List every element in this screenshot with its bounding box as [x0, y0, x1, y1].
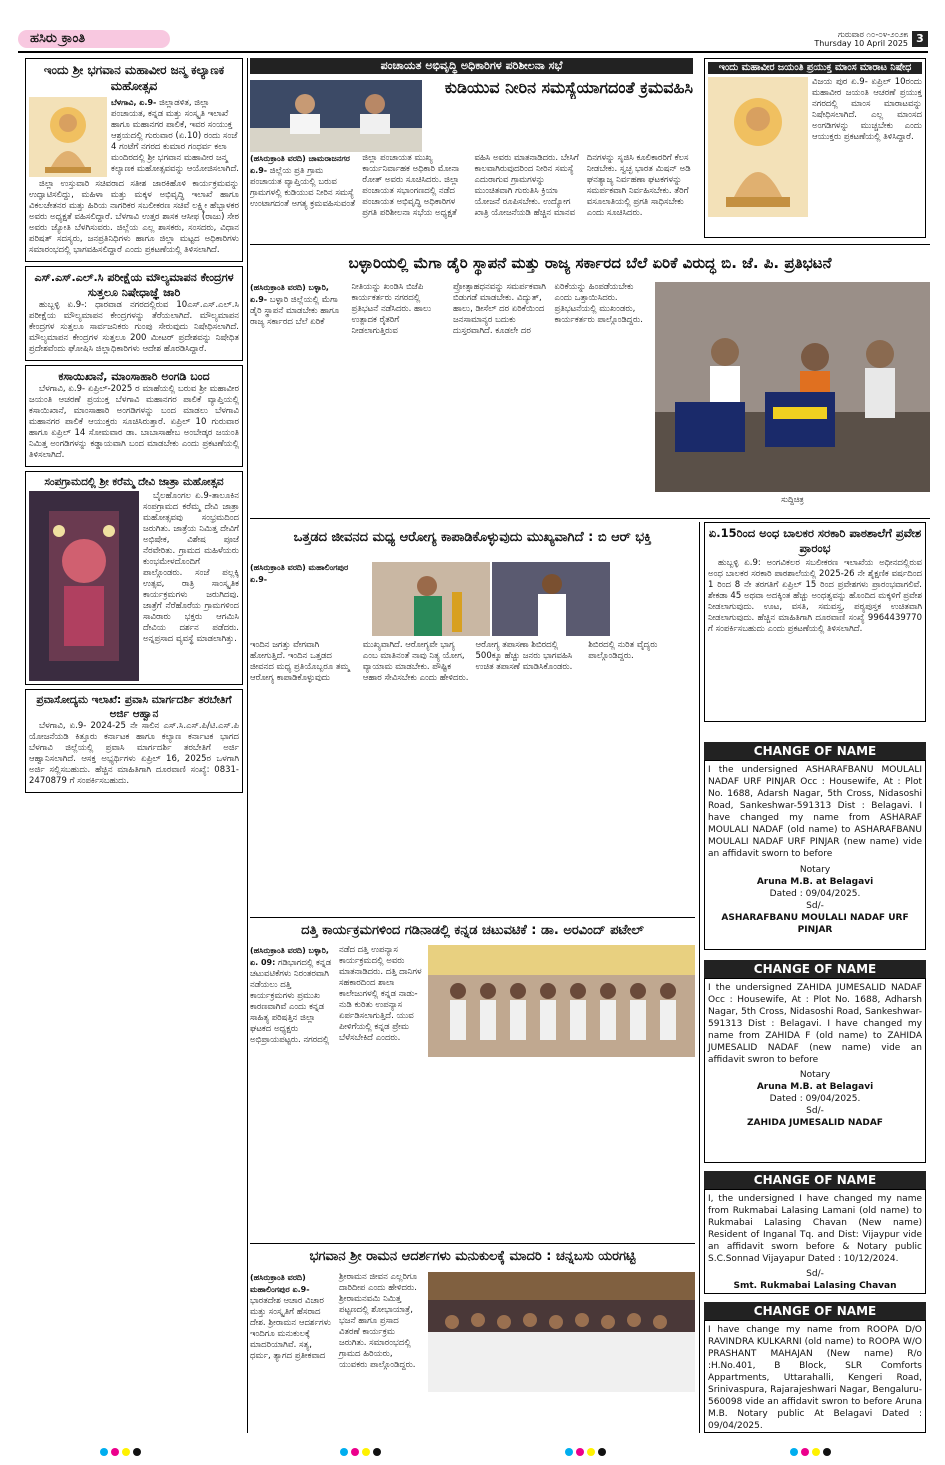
blind-school-body: ಹುಬ್ಬಳ್ಳಿ ಏ.9: ಅಂಗವಿಕಲರ ಸಬಲೀಕರಣ ಇಲಾಖೆಯ ಅಧೀನದಲ್ಲಿರುವ ಅಂಧ ಬಾಲಕರ ಸರಕಾರಿ ಪಾಠಶಾಲೆಯಲ್ಲಿ 2025-26 ನೇ ಶೈಕ್ಷಣಿಕ ವರ್ಷದಿಂದ 1 ರಿಂದ 8 ನೇ ತರಗತಿಗೆ ಏಪ್ರಿಲ್ 15 ರಿಂದ ಪ್ರವೇಶಗಳು ಪ್ರಾರಂಭವಾಗಲಿವೆ. ಶೇಕಡಾ 45 ಅಥವಾ ಅದಕ್ಕಿಂತ ಹೆಚ್ಚು ಅಂಧತ್ವವನ್ನು ಹೊಂದಿದ ಮಕ್ಕಳಿಗೆ ಪ್ರವೇಶ ನೀಡಲಾಗುವುದು. ಊಟ, ವಸತಿ, ಸಮವಸ್ತ್ರ, ಪಠ್ಯಪುಸ್ತಕ ಉಚಿತವಾಗಿ ನೀಡಲಾಗುವುದು. ಹೆಚ್ಚಿನ ಮಾಹಿತಿಗಾಗಿ ದೂರವಾಣಿ ಸಂಖ್ಯೆ 9964439770 ಗೆ ಸಂಪರ್ಕಿಸಬಹುದು ಎಂದು ಪ್ರಕಟಣೆಯಲ್ಲಿ ತಿಳಿಸಲಾಗಿದೆ. — [708, 558, 922, 634]
black-dot — [133, 1448, 141, 1456]
mahaveer-body-2: ಜಿಲ್ಲಾ ಉಸ್ತುವಾರಿ ಸಚಿವರಾದ ಸತೀಶ ಜಾರಕಿಹೊಳಿ ಕಾರ್ಯಕ್ರಮವನ್ನು ಉದ್ಘಾಟಿಸಲಿದ್ದು, ಮಹಿಳಾ ಮತ್ತು ಮಕ್ಕಳ ಅಭಿವೃದ್ಧಿ ಇಲಾಖೆ ಹಾಗೂ ವಿಕಲಚೇತನರ ಮತ್ತು ಹಿರಿಯ ನಾಗರಿಕರ ಸಬಲೀಕರಣ ಸಚಿವೆ ಲಕ್ಷ್ಮೀ ಹೆಬ್ಬಾಳಕರ ಅವರು ಅಧ್ಯಕ್ಷತೆ ವಹಿಸಲಿದ್ದಾರೆ. ಬೆಳಗಾವಿ ಉತ್ತರ ಶಾಸಕ ಆಸೀಫ (ರಾಜು) ಸೇಠ ಅವರು ಜ್ಯೋತಿ ಬೆಳಗಿಸುವರು. ಜಿಲ್ಲೆಯ ಎಲ್ಲ ಶಾಸಕರು, ಸಂಸದರು, ವಿಧಾನ ಪರಿಷತ್ ಸದಸ್ಯರು, ಜನಪ್ರತಿನಿಧಿಗಳು ಹಾಗೂ ಜಿಲ್ಲಾ ಮಟ್ಟದ ಅಧಿಕಾರಿಗಳು ಸಮಾರಂಭದಲ್ಲಿ ಭಾಗವಹಿಸಲಿದ್ದಾರೆ ಎಂದು ಪ್ರಕಟಣೆಯಲ್ಲಿ ತಿಳಿಸಲಾಗಿದೆ. — [29, 179, 239, 255]
shriram-article — [250, 1272, 422, 1432]
mahaveer-body: ಜಿಲ್ಲಾಡಳಿತ, ಜಿಲ್ಲಾ ಪಂಚಾಯತ, ಕನ್ನಡ ಮತ್ತು ಸಂಸ್ಕೃತಿ ಇಲಾಖೆ ಹಾಗೂ ಮಹಾನಗರ ಪಾಲಿಕೆ, ಇವರ ಸಂಯುಕ್ತ ಆಶ್ರಯದಲ್ಲಿ ಗುರುವಾರ (ಏ.10) ರಂದು ಸಂಜೆ 4 ಗಂಟೆಗೆ ನಗರದ ಕುಮಾರ ಗಂಧರ್ವ ಕಲಾ ಮಂದಿರದಲ್ಲಿ ಶ್ರೀ ಭಗವಾನ ಮಹಾವೀರ ಜನ್ಮ ಕಲ್ಯಾಣಕ ಮಹೋತ್ಸವವನ್ನು ಆಯೋಜಿಸಲಾಗಿದೆ. — [111, 98, 239, 174]
tourism-article — [25, 689, 243, 793]
column-rule — [247, 58, 248, 1433]
jatra-article — [25, 471, 243, 685]
sslc-body: ಹುಬ್ಬಳ್ಳಿ ಏ.9-: ಧಾರವಾಡ ನಗರದಲ್ಲಿರುವ 10ಎಸ್.ಎಸ್.ಎಲ್.ಸಿ ಪರೀಕ್ಷೆಯ ಮೌಲ್ಯಮಾಪನ ಕೇಂದ್ರಗಳನ್ನು ತೆರೆಯಲಾಗಿದೆ. ಮೌಲ್ಯಮಾಪನ ಕೇಂದ್ರಗಳ ಸುತ್ತಲೂ ಸಾರ್ವಜನಿಕರು ಗುಂಪು ಸೇರುವುದು ನಿಷೇಧಿಸಲಾಗಿದೆ. ಮೌಲ್ಯಮಾಪನ ಕೇಂದ್ರಗಳ ಸುತ್ತಲೂ 200 ಮೀಟರ್ ಪ್ರದೇಶವನ್ನು ನಿಷೇಧಿತ ಪ್ರದೇಶವೆಂದು ಘೋಷಿಸಿ ಜಿಲ್ಲಾಧಿಕಾರಿಗಳು ಆದೇಶ ಹೊರಡಿಸಿದ್ದಾರೆ. — [29, 300, 239, 354]
column-rule — [699, 522, 700, 1433]
left-column — [25, 58, 243, 1433]
dairy-protest-body: ಬಳ್ಳಾರಿ ಜಿಲ್ಲೆಯಲ್ಲಿ ಮೆಗಾ ಡೈರಿ ಸ್ಥಾಪನೆ ಮಾಡಬೇಕು ಹಾಗೂ ರಾಜ್ಯ ಸರ್ಕಾರದ ಬೆಲೆ ಏರಿಕೆ ನೀತಿಯನ್ನು ಖಂಡಿಸಿ ಬಿಜೆಪಿ ಕಾರ್ಯಕರ್ತರು ನಗರದಲ್ಲಿ ಪ್ರತಿಭಟನೆ ನಡೆಸಿದರು. ಹಾಲು ಉತ್ಪಾದಕ ರೈತರಿಗೆ ನೀಡಲಾಗುತ್ತಿರುವ ಪ್ರೋತ್ಸಾಹಧನವನ್ನು ಸಮರ್ಪಕವಾಗಿ ಬಿಡುಗಡೆ ಮಾಡಬೇಕು. ವಿದ್ಯುತ್, ಹಾಲು, ಡೀಸೆಲ್ ದರ ಏರಿಕೆಯಿಂದ ಜನಸಾಮಾನ್ಯರ ಬದುಕು ದುಸ್ತರವಾಗಿದೆ. ಕೂಡಲೇ ದರ ಏರಿಕೆಯನ್ನು ಹಿಂಪಡೆಯಬೇಕು ಎಂದು ಒತ್ತಾಯಿಸಿದರು. ಪ್ರತಿಭಟನೆಯಲ್ಲಿ ಮುಖಂಡರು, ಕಾರ್ಯಕರ್ತರು ಪಾಲ್ಗೊಂಡಿದ್ದರು. — [250, 282, 643, 336]
tourism-article-title: ಪ್ರವಾಸೋದ್ಯಮ ಇಲಾಖೆ: ಪ್ರವಾಸಿ ಮಾರ್ಗದರ್ಶಿ ತರಬೇತಿಗೆ ಅರ್ಜಿ ಆಹ್ವಾನ — [36, 694, 232, 720]
notice-3-sd: Sd/- — [806, 1269, 824, 1279]
cyan-dot — [100, 1448, 108, 1456]
notice-1-notary-name: Aruna M.B. at Belagavi — [756, 877, 874, 887]
section-divider — [250, 1243, 695, 1244]
black-dot — [373, 1448, 381, 1456]
yellow-dot — [122, 1448, 130, 1456]
issue-date-english: Thursday 10 April 2025 — [814, 39, 908, 48]
yellow-dot — [812, 1448, 820, 1456]
page-number: 3 — [912, 31, 928, 47]
section-divider — [250, 244, 930, 245]
registration-marks — [340, 1448, 381, 1456]
black-dot — [598, 1448, 606, 1456]
shriram-body: ಭಾರತದೇಶ ಆಚಾರ ವಿಚಾರ ಮತ್ತು ಸಂಸ್ಕೃತಿಗೆ ಹೆಸರಾದ ದೇಶ. ಶ್ರೀರಾಮನ ಆದರ್ಶಗಳು ಇಂದಿಗೂ ಮನುಕುಲಕ್ಕೆ ಮಾದರಿಯಾಗಿವೆ. ಸತ್ಯ, ಧರ್ಮ, ತ್ಯಾಗದ ಪ್ರತೀಕವಾದ ಶ್ರೀರಾಮನ ಜೀವನ ಎಲ್ಲರಿಗೂ ದಾರಿದೀಪ ಎಂದು ಹೇಳಿದರು. ಶ್ರೀರಾಮನವಮಿ ನಿಮಿತ್ತ ಪಟ್ಟಣದಲ್ಲಿ ಶೋಭಾಯಾತ್ರೆ, ಭಜನೆ ಹಾಗೂ ಪ್ರಸಾದ ವಿತರಣೆ ಕಾರ್ಯಕ್ರಮ ಜರುಗಿತು. ಸಮಾರಂಭದಲ್ಲಿ ಗ್ರಾಮದ ಹಿರಿಯರು, ಯುವಕರು ಪಾಲ್ಗೊಂಡಿದ್ದರು. — [250, 1272, 418, 1370]
panchayat-banner: ಪಂಚಾಯತ ಅಭಿವೃದ್ಧಿ ಅಧಿಕಾರಿಗಳ ಪರಿಶೀಲನಾ ಸಭೆ — [250, 58, 693, 74]
black-dot — [823, 1448, 831, 1456]
section-divider — [250, 518, 930, 519]
registration-marks — [565, 1448, 606, 1456]
issue-date — [814, 30, 908, 48]
drinking-water-dateline: (ಹಸಿರುಕ್ರಾಂತಿ ವರದಿ) ಚಾಮರಾಜನಗರ ಏ.9- — [250, 154, 350, 175]
shriram-dateline: (ಹಸಿರುಕ್ರಾಂತಿ ವರದಿ) ಮಹಾಲಿಂಗಪುರ ಏ.9- — [250, 1273, 310, 1294]
dairy-protest-article — [250, 282, 650, 512]
notice-1-heading: CHANGE OF NAME — [704, 742, 926, 760]
protest-photo — [655, 282, 930, 492]
jatra-body: ಬೈಲಹೊಂಗಲ ಏ.9-ತಾಲೂಕಿನ ಸಂಪಗ್ರಾಮದ ಕರೆಮ್ಮ ದೇವಿ ಜಾತ್ರಾ ಮಹೋತ್ಸವವು ಸಂಭ್ರಮದಿಂದ ಜರುಗಿತು. ಜಾತ್ರೆಯ ನಿಮಿತ್ತ ದೇವಿಗೆ ಅಭಿಷೇಕ, ವಿಶೇಷ ಪೂಜೆ ನೆರವೇರಿತು. ಗ್ರಾಮದ ಮಹಿಳೆಯರು ಕುಂಭಮೇಳದೊಂದಿಗೆ ಪಾಲ್ಗೊಂಡರು. ಸಂಜೆ ಪಲ್ಲಕ್ಕಿ ಉತ್ಸವ, ರಾತ್ರಿ ಸಾಂಸ್ಕೃತಿಕ ಕಾರ್ಯಕ್ರಮಗಳು ಜರುಗಿದವು. ಜಾತ್ರೆಗೆ ನೆರೆಹೊರೆಯ ಗ್ರಾಮಗಳಿಂದ ಸಾವಿರಾರು ಭಕ್ತರು ಆಗಮಿಸಿ ದೇವಿಯ ದರ್ಶನ ಪಡೆದರು. ಅನ್ನಪ್ರಸಾದ ವ್ಯವಸ್ಥೆ ಮಾಡಲಾಗಿತ್ತು. — [143, 491, 239, 644]
magenta-dot — [576, 1448, 584, 1456]
notice-3-heading: CHANGE OF NAME — [704, 1171, 926, 1189]
magenta-dot — [801, 1448, 809, 1456]
notice-1-sd: Sd/- — [806, 901, 824, 911]
meat-ban-body: ವಿಜಯ ಪುರ ಏ.9- ಏಪ್ರಿಲ್ 10ರಂದು ಮಹಾವೀರ ಜಯಂತಿ ಆಚರಣೆ ಪ್ರಯುಕ್ತ ನಗರದಲ್ಲಿ ಮಾಂಸ ಮಾರಾಟವನ್ನು ನಿಷೇಧಿಸಲಾಗಿದೆ. ಎಲ್ಲ ಮಾಂಸದ ಅಂಗಡಿಗಳನ್ನು ಮುಚ್ಚಬೇಕು ಎಂದು ಆಯುಕ್ತರು ಪ್ರಕಟಣೆಯಲ್ಲಿ ತಿಳಿಸಿದ್ದಾರೆ. — [812, 77, 922, 142]
notice-4-body — [704, 1320, 926, 1433]
magenta-dot — [111, 1448, 119, 1456]
yellow-dot — [587, 1448, 595, 1456]
shriram-more — [428, 1395, 695, 1433]
registration-marks — [100, 1448, 141, 1456]
health-photo-2 — [492, 562, 610, 636]
health-article — [250, 640, 695, 915]
issue-date-kannada: ಗುರುವಾರ ೧೦-೦೪-೨೦೨೫ — [838, 30, 908, 39]
notice-2-text: I the undersigned ZAHIDA JUMESALID NADAF Occ : Housewife, At : Plot No. 1688, Adharsh Nagar, 5th Cross, Nidasoshi Road, Sankeshwar-591313 Dist : Belagavi. I have changed my name from ZAHIDA F (old name) to ZAHIDA JUMESALID NADAF (new name) vide an affidavit swron to before — [708, 983, 922, 1065]
notice-4-heading: CHANGE OF NAME — [704, 1302, 926, 1320]
mahaveer-article — [25, 58, 243, 262]
sslc-article — [25, 266, 243, 361]
kannada-activity-body: ಗಡಿಭಾಗದಲ್ಲಿ ಕನ್ನಡ ಚಟುವಟಿಕೆಗಳು ನಿರಂತರವಾಗಿ ನಡೆಯಲು ದತ್ತಿ ಕಾರ್ಯಕ್ರಮಗಳು ಪ್ರಮುಖ ಕಾರಣವಾಗಿವೆ ಎಂದು ಕನ್ನಡ ಸಾಹಿತ್ಯ ಪರಿಷತ್ತಿನ ಜಿಲ್ಲಾ ಘಟಕದ ಅಧ್ಯಕ್ಷರು ಅಭಿಪ್ರಾಯಪಟ್ಟರು. ನಗರದಲ್ಲಿ ನಡೆದ ದತ್ತಿ ಉಪನ್ಯಾಸ ಕಾರ್ಯಕ್ರಮದಲ್ಲಿ ಅವರು ಮಾತನಾಡಿದರು. ದತ್ತಿ ದಾನಿಗಳ ಸಹಕಾರದಿಂದ ಶಾಲಾ ಕಾಲೇಜುಗಳಲ್ಲಿ ಕನ್ನಡ ನಾಡು-ನುಡಿ ಕುರಿತು ಉಪನ್ಯಾಸ ಏರ್ಪಡಿಸಲಾಗುತ್ತಿದೆ. ಯುವ ಪೀಳಿಗೆಯಲ್ಲಿ ಕನ್ನಡ ಪ್ರೇಮ ಬೆಳೆಸಬೇಕಿದೆ ಎಂದರು. — [250, 945, 422, 1045]
registration-marks — [790, 1448, 831, 1456]
health-title: ಒತ್ತಡದ ಜೀವನದ ಮಧ್ಯ ಆರೋಗ್ಯ ಕಾಪಾಡಿಕೊಳ್ಳುವುದು ಮುಖ್ಯವಾಗಿದೆ : ಬಿ ಆರ್ ಭಕ್ತಿ — [293, 530, 652, 545]
kannada-activity-photo — [428, 945, 695, 1057]
drinking-water-article — [250, 153, 693, 241]
meeting-photo — [250, 80, 422, 152]
notice-2-date: Dated : 09/04/2025. — [769, 1094, 861, 1104]
notice-1-signatory: ASHARAFBANU MOULALI NADAF URF PINJAR — [721, 913, 909, 935]
notice-2-heading: CHANGE OF NAME — [704, 960, 926, 978]
notice-2-sd: Sd/- — [806, 1106, 824, 1116]
notice-2-notary: Notary — [799, 1070, 831, 1080]
sslc-article-title: ಎಸ್.ಎಸ್.ಎಲ್.ಸಿ ಪರೀಕ್ಷೆಯ ಮೌಲ್ಯಮಾಪನ ಕೇಂದ್ರಗಳ ಸುತ್ತಲೂ ನಿಷೇಧಾಜ್ಞೆ ಜಾರಿ — [34, 271, 234, 299]
notice-1-body — [704, 760, 926, 950]
yellow-dot — [362, 1448, 370, 1456]
jatra-article-title: ಸಂಪಗ್ರಾಮದಲ್ಲಿ ಶ್ರೀ ಕರೆಮ್ಮ ದೇವಿ ಜಾತ್ರಾ ಮಹೋತ್ಸವ — [44, 476, 224, 488]
kannada-activity-more — [250, 1060, 695, 1240]
notice-2-notary-name: Aruna M.B. at Belagavi — [756, 1082, 874, 1092]
drinking-water-title: ಕುಡಿಯುವ ನೀರಿನ ಸಮಸ್ಯೆಯಾಗದಂತೆ ಕ್ರಮವಹಿಸಿ — [444, 78, 693, 97]
magenta-dot — [351, 1448, 359, 1456]
mahaveer-photo — [29, 97, 107, 177]
masthead-rule — [18, 51, 928, 53]
newspaper-brand: ಹಸಿರು ಕ್ರಾಂತಿ — [18, 30, 170, 48]
section-divider — [250, 917, 695, 918]
cyan-dot — [790, 1448, 798, 1456]
shriram-photo — [428, 1272, 695, 1392]
meat-ban-title: ಇಂದು ಮಹಾವೀರ ಜಯಂತಿ ಪ್ರಯುಕ್ತ ಮಾಂಸ ಮಾರಾಟ ನಿಷೇಧ — [708, 62, 922, 74]
notice-3-body — [704, 1189, 926, 1294]
slaughterhouse-article — [25, 365, 243, 467]
dairy-protest-dateline: (ಹಸಿರುಕ್ರಾಂತಿ ವರದಿ) ಬಳ್ಳಾರಿ, ಏ.9- — [250, 283, 329, 304]
deity-photo — [29, 491, 139, 681]
shriram-title: ಭಗವಾನ ಶ್ರೀ ರಾಮನ ಆದರ್ಶಗಳು ಮನುಕುಲಕ್ಕೆ ಮಾದರಿ : ಚನ್ನಬಸು ಯರಗಟ್ಟಿ — [309, 1249, 636, 1264]
tourism-body: ಬೆಳಗಾವಿ, ಏ.9- 2024-25 ನೇ ಸಾಲಿನ ಎಸ್.ಸಿ.ಎಸ್.ಪಿ/ಟಿ.ಎಸ್.ಪಿ ಯೋಜನೆಯಡಿ ಕಿತ್ತೂರು ಕರ್ನಾಟಕ ಹಾಗೂ ಕಲ್ಯಾಣ ಕರ್ನಾಟಕ ಭಾಗದ ಬೆಳಗಾವಿ ಜಿಲ್ಲೆಯಲ್ಲಿ ಪ್ರವಾಸಿ ಮಾರ್ಗದರ್ಶಿ ತರಬೇತಿಗೆ ಅರ್ಜಿ ಆಹ್ವಾನಿಸಲಾಗಿದೆ. ಆಸಕ್ತ ಅಭ್ಯರ್ಥಿಗಳು ಏಪ್ರಿಲ್ 16, 2025ರ ಒಳಗಾಗಿ ಅರ್ಜಿ ಸಲ್ಲಿಸಬಹುದು. ಹೆಚ್ಚಿನ ಮಾಹಿತಿಗಾಗಿ ದೂರವಾಣಿ ಸಂಖ್ಯೆ: 0831-2470879 ಗೆ ಸಂಪರ್ಕಿಸಬಹುದು. — [29, 721, 239, 786]
drinking-water-body: ಜಿಲ್ಲೆಯ ಪ್ರತಿ ಗ್ರಾಮ ಪಂಚಾಯತ ವ್ಯಾಪ್ತಿಯಲ್ಲಿ ಬರುವ ಗ್ರಾಮಗಳಲ್ಲಿ ಕುಡಿಯುವ ನೀರಿನ ಸಮಸ್ಯೆ ಉಂಟಾಗದಂತೆ ಅಗತ್ಯ ಕ್ರಮವಹಿಸುವಂತೆ ಜಿಲ್ಲಾ ಪಂಚಾಯತ ಮುಖ್ಯ ಕಾರ್ಯನಿರ್ವಾಹಕ ಅಧಿಕಾರಿ ಮೋನಾ ರೋತ್ ಅವರು ಸೂಚಿಸಿದರು. ಜಿಲ್ಲಾ ಪಂಚಾಯತ ಸಭಾಂಗಣದಲ್ಲಿ ನಡೆದ ಪಂಚಾಯತ ಅಭಿವೃದ್ಧಿ ಅಧಿಕಾರಿಗಳ ಪ್ರಗತಿ ಪರಿಶೀಲನಾ ಸಭೆಯ ಅಧ್ಯಕ್ಷತೆ ವಹಿಸಿ ಅವರು ಮಾತನಾಡಿದರು. ಬೇಸಿಗೆ ಕಾಲವಾಗಿರುವುದರಿಂದ ನೀರಿನ ಸಮಸ್ಯೆ ಎದುರಾಗುವ ಗ್ರಾಮಗಳನ್ನು ಮುಂಚಿತವಾಗಿ ಗುರುತಿಸಿ ಕ್ರಿಯಾ ಯೋಜನೆ ರೂಪಿಸಬೇಕು. ಉದ್ಯೋಗ ಖಾತ್ರಿ ಯೋಜನೆಯಡಿ ಹೆಚ್ಚಿನ ಮಾನವ ದಿನಗಳನ್ನು ಸೃಜಿಸಿ ಕೂಲಿಕಾರರಿಗೆ ಕೆಲಸ ನೀಡಬೇಕು. ಸ್ವಚ್ಛ ಭಾರತ ಮಿಷನ್ ಅಡಿ ಘನತ್ಯಾಜ್ಯ ನಿರ್ವಹಣಾ ಘಟಕಗಳನ್ನು ಸಮರ್ಪಕವಾಗಿ ನಿರ್ವಹಿಸಬೇಕು. ತೆರಿಗೆ ವಸೂಲಾತಿಯಲ್ಲಿ ಪ್ರಗತಿ ಸಾಧಿಸಬೇಕು ಎಂದು ಸೂಚಿಸಿದರು. — [250, 153, 691, 218]
cyan-dot — [565, 1448, 573, 1456]
notice-1-notary: Notary — [799, 865, 831, 875]
mahaveer-dateline: ಬೆಳಗಾವಿ, ಏ.9- — [111, 98, 157, 107]
notice-2-signatory: ZAHIDA JUMESALID NADAF — [747, 1118, 883, 1128]
health-photo-1 — [372, 562, 490, 636]
health-body: ಇಂದಿನ ಜಗತ್ತು ವೇಗವಾಗಿ ಹೋಗುತ್ತಿದೆ. ಇಂದಿನ ಒತ್ತಡದ ಜೀವನದ ಮಧ್ಯ ಪ್ರತಿಯೊಬ್ಬರೂ ತಮ್ಮ ಆರೋಗ್ಯ ಕಾಪಾಡಿಕೊಳ್ಳುವುದು ಮುಖ್ಯವಾಗಿದೆ. ಆರೋಗ್ಯವೇ ಭಾಗ್ಯ ಎಂಬ ಮಾತಿನಂತೆ ನಾವು ನಿತ್ಯ ಯೋಗ, ವ್ಯಾಯಾಮ ಮಾಡಬೇಕು. ಪೌಷ್ಟಿಕ ಆಹಾರ ಸೇವಿಸಬೇಕು ಎಂದು ಹೇಳಿದರು. ಆರೋಗ್ಯ ತಪಾಸಣಾ ಶಿಬಿರದಲ್ಲಿ 500ಕ್ಕೂ ಹೆಚ್ಚು ಜನರು ಭಾಗವಹಿಸಿ ಉಚಿತ ತಪಾಸಣೆ ಮಾಡಿಸಿಕೊಂಡರು. ಶಿಬಿರದಲ್ಲಿ ನುರಿತ ವೈದ್ಯರು ಪಾಲ್ಗೊಂಡಿದ್ದರು. — [250, 640, 658, 683]
mahaveer-photo-right — [708, 77, 808, 217]
kannada-activity-article — [250, 945, 422, 1055]
notice-1-text: I the undersigned ASHARAFBANU MOULALI NADAF URF PINJAR Occ : Housewife, At : Plot No. 1688, Adarsh Nagar, 5th Cross, Nidasoshi Road, Sankeshwar-591313 Dist : Belagavi. I have changed my name from ASHARAF MOULALI NADAF (old name) to ASHARAFBANU MOULALI NADAF URF PINJAR (new name) vide an affidavit sworn to before — [708, 765, 922, 859]
protest-caption: ಸುದ್ದಿಚಿತ್ರ — [781, 495, 804, 504]
health-dateline: (ಹಸಿರುಕ್ರಾಂತಿ ವರದಿ) ಮಹಾಲಿಂಗಪುರ ಏ.9- — [250, 563, 349, 584]
notice-4-text: I have change my name from ROOPA D/O RAVINDRA KULKARNI (old name) to ROOPA W/O PRASHANT MAHAJAN (New name) R/o :H.No.401, B Block, SLR Comforts Appartments, Uttarahalli, Kengeri Road, Srinivaspura, Rajarajeshwari Nagar, Bengaluru-560098 vide an affidavit swron to before Aruna M.B. Notary public At Belagavi Dated : 09/04/2025. — [708, 1325, 922, 1431]
slaughterhouse-article-title: ಕಸಾಯಿಖಾನೆ, ಮಾಂಸಾಹಾರಿ ಅಂಗಡಿ ಬಂದ — [58, 370, 210, 383]
notice-2-body — [704, 978, 926, 1163]
kannada-activity-title: ದತ್ತಿ ಕಾರ್ಯಕ್ರಮಗಳಿಂದ ಗಡಿನಾಡಲ್ಲಿ ಕನ್ನಡ ಚಟುವಟಿಕೆ : ಡಾ. ಅರವಿಂದ್ ಪಟೇಲ್ — [301, 923, 644, 938]
cyan-dot — [340, 1448, 348, 1456]
mahaveer-article-title: ಇಂದು ಶ್ರೀ ಭಗವಾನ ಮಹಾವೀರ ಜನ್ಮ ಕಲ್ಯಾಣಕ ಮಹೋತ್ಸವ — [43, 63, 225, 93]
notice-3-signatory: Smt. Rukmabai Lalasing Chavan — [733, 1281, 897, 1291]
notice-1-date: Dated : 09/04/2025. — [769, 889, 861, 899]
notice-3-text: I, the undersigned I have changed my name from Rukmabai Lalasing Lamani (old name) to Rukmabai Lalasing Chavan (New name) Resident of Inganal Tq. and Dist: Vijaypur vide an affidavit sworn before & Notary public S.C.Sonnad Vijayapur Dated : 10/12/2024. — [708, 1194, 922, 1264]
blind-school-article — [704, 522, 926, 722]
dairy-protest-title: ಬಳ್ಳಾರಿಯಲ್ಲಿ ಮೆಗಾ ಡೈರಿ ಸ್ಥಾಪನೆ ಮತ್ತು ರಾಜ್ಯ ಸರ್ಕಾರದ ಬೆಲೆ ಏರಿಕೆ ವಿರುದ್ಧ ಬಿ. ಜೆ. ಪಿ. ಪ್ರತಿಭಟನೆ — [348, 254, 832, 272]
masthead — [18, 30, 928, 48]
kannada-activity-dateline: (ಹಸಿರುಕ್ರಾಂತಿ ವರದಿ) ಬಳ್ಳಾರಿ, ಏ. 09: — [250, 946, 329, 967]
slaughterhouse-body: ಬೆಳಗಾವಿ, ಏ.9- ಏಪ್ರಿಲ್-2025 ರ ಮಾಹೆಯಲ್ಲಿ ಬರುವ ಶ್ರೀ ಮಹಾವೀರ ಜಯಂತಿ ಆಚರಣೆ ಪ್ರಯುಕ್ತ ಬೆಳಗಾವಿ ಮಹಾನಗರ ಪಾಲಿಕೆ ವ್ಯಾಪ್ತಿಯಲ್ಲಿ ಕಸಾಯಿಖಾನೆ, ಮಾಂಸಾಹಾರಿ ಅಂಗಡಿಗಳನ್ನು ಬಂದ ಮಾಡಲು ಬೆಳಗಾವಿ ಮಹಾನಗರ ಪಾಲಿಕೆ ಆಯುಕ್ತರು ಸೂಚಿಸಿರುತ್ತಾರೆ. ಏಪ್ರಿಲ್ 10 ಗುರುವಾರ ಹಾಗೂ ಏಪ್ರಿಲ್ 14 ಸೋಮವಾರ ಡಾ. ಬಾಬಾಸಾಹೇಬ ಅಂಬೇಡ್ಕರ ಜಯಂತಿ ನಿಮಿತ್ತ ಅಂಗಡಿಗಳನ್ನು ಕಡ್ಡಾಯವಾಗಿ ಬಂದ ಮಾಡಬೇಕು ಎಂದು ಪ್ರಕಟಣೆಯಲ್ಲಿ ತಿಳಿಸಲಾಗಿದೆ. — [29, 384, 239, 460]
meat-ban-article — [704, 58, 926, 238]
blind-school-title: ಏ.15ರಿಂದ ಅಂಧ ಬಾಲಕರ ಸರಕಾರಿ ಪಾಠಶಾಲೆಗೆ ಪ್ರವೇಶ ಪ್ರಾರಂಭ — [708, 526, 922, 555]
